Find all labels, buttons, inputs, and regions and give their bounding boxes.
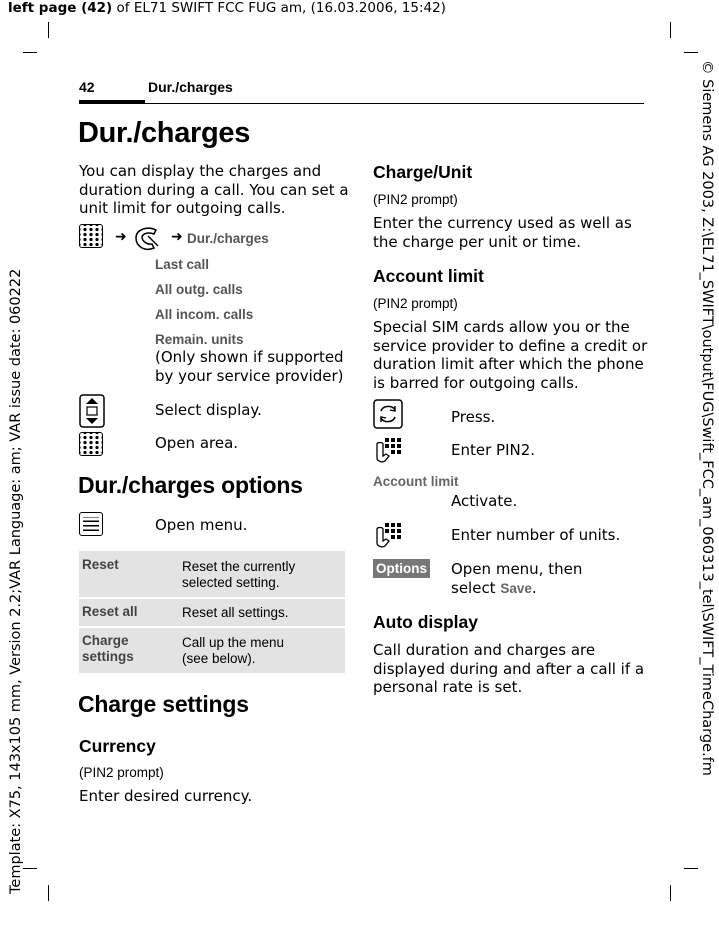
period: . <box>531 578 537 597</box>
menu-item-last-call: Last call <box>155 257 210 272</box>
table-value: Reset all settings. <box>182 605 289 620</box>
menu-item-remain-units: Remain. units <box>155 332 244 347</box>
charge-settings-heading: Charge settings <box>78 691 249 717</box>
account-limit-field: Account limit <box>373 474 459 489</box>
value-line: Call up the menu <box>182 635 285 650</box>
text-line: duration limit after which the phone <box>373 355 644 373</box>
step-enter-pin2: Enter PIN2. <box>451 441 536 459</box>
charge-unit-prompt: (PIN2 prompt) <box>373 192 458 207</box>
intro-line: duration during a call. You can set a <box>79 180 349 199</box>
crop-mark <box>23 52 37 53</box>
intro-paragraph <box>79 162 349 218</box>
running-title: Dur./charges <box>148 79 233 95</box>
arrow-icon: ➜ <box>171 229 183 245</box>
currency-prompt: (PIN2 prompt) <box>79 765 164 780</box>
intro-line: You can display the charges and <box>79 162 322 180</box>
copyright-vertical <box>699 60 717 922</box>
table-row <box>79 551 345 597</box>
step-press: Press. <box>451 408 496 426</box>
currency-heading: Currency <box>79 736 156 756</box>
text-line: Enter the currency used as well as <box>373 214 632 232</box>
text-line: Special SIM cards allow you or the <box>373 318 630 336</box>
navigation-key-icon <box>79 394 105 428</box>
text-line: is barred for outgoing calls. <box>373 373 579 392</box>
page-title: Dur./charges <box>78 117 251 149</box>
text-line: the charge per unit or time. <box>373 232 582 251</box>
phone-handset-icon <box>130 224 166 252</box>
options-softkey-label: Options <box>373 559 430 578</box>
intro-line: unit limit for outgoing calls. <box>79 199 286 217</box>
step-enter-units: Enter number of units. <box>451 526 621 544</box>
text-line: Call duration and charges are <box>373 641 596 659</box>
enter-digits-icon <box>373 521 403 549</box>
currency-text: Enter desired currency. <box>79 787 253 805</box>
text-line: displayed during and after a call if a <box>373 659 645 678</box>
crop-mark <box>684 868 698 869</box>
enter-digits-icon <box>373 436 403 464</box>
header-rule-thick <box>79 100 145 104</box>
header-rule <box>145 103 644 104</box>
text-line: service provider to define a credit or <box>373 336 648 355</box>
remain-units-note <box>155 348 344 385</box>
step-open-area: Open area. <box>155 434 239 452</box>
value-line: Reset the currently <box>182 559 296 574</box>
crop-mark <box>684 52 698 53</box>
options-heading: Dur./charges options <box>78 472 303 498</box>
table-key: Reset all <box>82 604 138 619</box>
step-select-display: Select display. <box>155 401 262 419</box>
template-info-vertical <box>8 40 24 900</box>
step-activate: Activate. <box>451 492 518 510</box>
options-table <box>79 551 345 673</box>
menu-key-icon <box>79 512 103 536</box>
banner-info: of EL71 SWIFT FCC FUG am, (16.03.2006, 15:42) <box>112 0 446 16</box>
step-open-menu-save <box>451 560 582 598</box>
account-limit-heading: Account limit <box>373 266 484 286</box>
crop-mark <box>23 868 37 869</box>
keypad-icon <box>79 224 103 248</box>
template-info-text: Template: X75, 143x105 mm, Version 2.2;VAR Language: am; VAR issue date: 060222 <box>8 268 24 894</box>
charge-unit-text <box>373 214 632 251</box>
charge-unit-heading: Charge/Unit <box>373 162 473 182</box>
softkey-icon <box>373 399 403 429</box>
text-line: personal rate is set. <box>373 678 523 696</box>
crop-mark <box>48 22 49 38</box>
note-line: by your service provider) <box>155 366 344 385</box>
key-line: Charge <box>82 633 129 648</box>
menu-path-target: Dur./charges <box>187 231 269 246</box>
menu-item-all-outg-calls: All outg. calls <box>155 282 243 297</box>
account-limit-prompt: (PIN2 prompt) <box>373 296 458 311</box>
text-line: Open menu, then <box>451 560 583 578</box>
account-limit-text <box>373 318 647 392</box>
banner-page-label: left page (42) <box>8 0 113 16</box>
menu-item-all-incom-calls: All incom. calls <box>155 307 254 322</box>
table-key <box>82 633 134 665</box>
value-line: (see below). <box>182 651 256 666</box>
table-row <box>79 628 345 673</box>
value-line: selected setting. <box>182 575 280 590</box>
select-prefix: select <box>451 578 501 597</box>
copyright-text: © Siemens AG 2003, Z:\EL71_SWIFT\output\FUG\Swift_FCC_am_060313_tel\SWIFT_TimeCharge.fm <box>699 60 715 776</box>
auto-display-heading: Auto display <box>373 612 479 632</box>
save-menu-item: Save <box>500 580 532 596</box>
table-key: Reset <box>82 557 119 572</box>
step-open-menu: Open menu. <box>155 516 248 534</box>
text-line <box>451 579 582 599</box>
table-value <box>182 559 295 591</box>
note-line: (Only shown if supported <box>155 348 344 366</box>
key-line: settings <box>82 649 134 664</box>
crop-mark <box>670 22 671 38</box>
keypad-icon <box>79 432 103 456</box>
auto-display-text <box>373 641 644 697</box>
crop-mark <box>670 885 671 901</box>
table-value <box>182 635 284 667</box>
crop-mark <box>48 885 49 901</box>
arrow-icon: ➜ <box>115 229 127 245</box>
table-row <box>79 599 345 626</box>
page-banner <box>8 0 446 16</box>
page-number: 42 <box>79 79 95 95</box>
